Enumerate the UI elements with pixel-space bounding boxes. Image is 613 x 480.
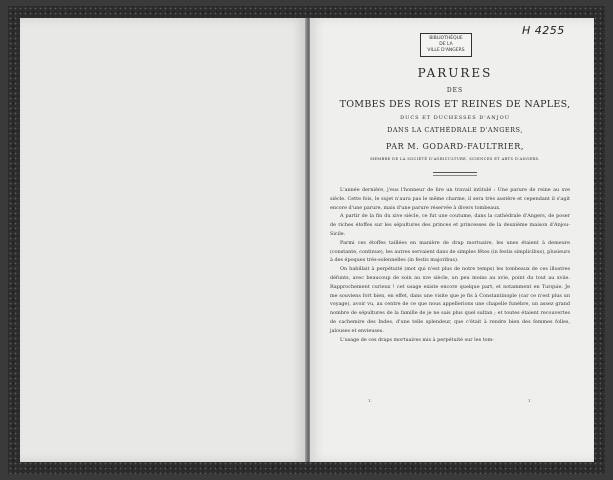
stamp-line-3: VILLE D'ANGERS	[427, 48, 465, 53]
library-stamp	[420, 33, 472, 57]
ornamental-rule	[433, 172, 477, 176]
shelfmark: H 4255	[522, 24, 565, 37]
paragraph: On habillait à perpétuité (mot qui n'est plus de notre temps) les tombeaux de ces illustres défunts, avec beaucoup de soin au xve siècle, un peu moins au xvie, point du tout au xviie. Rapprochement curieux ! cet usage existe encore quelque part, et notamment en Turquie. Je me souviens fort bien, en effet, dans une visite que je fis à Constantinople (car ce n'est plus un voyage), avoir vu, au centre de ce que nous appellerions une chapelle funèbre, un assez grand nombre de sépultures de la famille de je ne sais plus quel sultan ; et toutes étaient recouvertes de cachemire des Indes, d'une telle splendeur, que c'était à rendre bien des femmes folles, jalouses et envieuses.	[330, 266, 570, 334]
paragraph: A partir de la fin du xive siècle, ce fut une coutume, dans la cathédrale d'Angers, de poser de riches étoffes sur les sépultures des princes et princesses de la deuxième maison d'Anjou-Sicile.	[330, 213, 570, 237]
paragraph: L'année dernière, j'eus l'honneur de lire un travail intitulé : Une parure de reine au xve siècle. Cette fois, le sujet n'aura pas le même charme, il sera très austère et cependant il s'agit encore d'une parure, mais d'une parure réservée à divers tombeaux.	[330, 187, 570, 211]
author-affiliation: MEMBRE DE LA SOCIÉTÉ D'AGRICULTURE, SCIENCES ET ARTS D'ANGERS.	[370, 157, 540, 161]
author: PAR M. GODARD-FAULTRIER,	[385, 142, 525, 151]
title: PARURES	[417, 66, 493, 80]
subtitle-ducs: DUCS ET DUCHESSES D'ANJOU	[400, 115, 510, 121]
subtitle-cathedrale: DANS LA CATHÉDRALE D'ANGERS,	[387, 126, 523, 134]
paragraph: L'usage de ces draps mortuaires mis à perpétuité sur les tom-	[340, 336, 494, 343]
title-des: DES	[446, 87, 464, 94]
stamp-line-2: DE LA	[439, 42, 453, 47]
left-page	[20, 18, 306, 462]
signature-mark: 1.	[368, 398, 372, 403]
body-text	[330, 186, 570, 344]
stamp-line-1: BIBLIOTHÈQUE	[429, 36, 463, 41]
paragraph: Parmi ces étoffes taillées en manière de drap mortuaire, les unes étaient à demeure (constante, continue), les autres servaient dans de simples fêtes (in festis simplicibus), plusieurs à des époques très-solennelles (in festis majoribus).	[330, 239, 570, 264]
subtitle: TOMBES DES ROIS ET REINES DE NAPLES,	[339, 99, 571, 110]
page-number: 1	[528, 398, 531, 403]
